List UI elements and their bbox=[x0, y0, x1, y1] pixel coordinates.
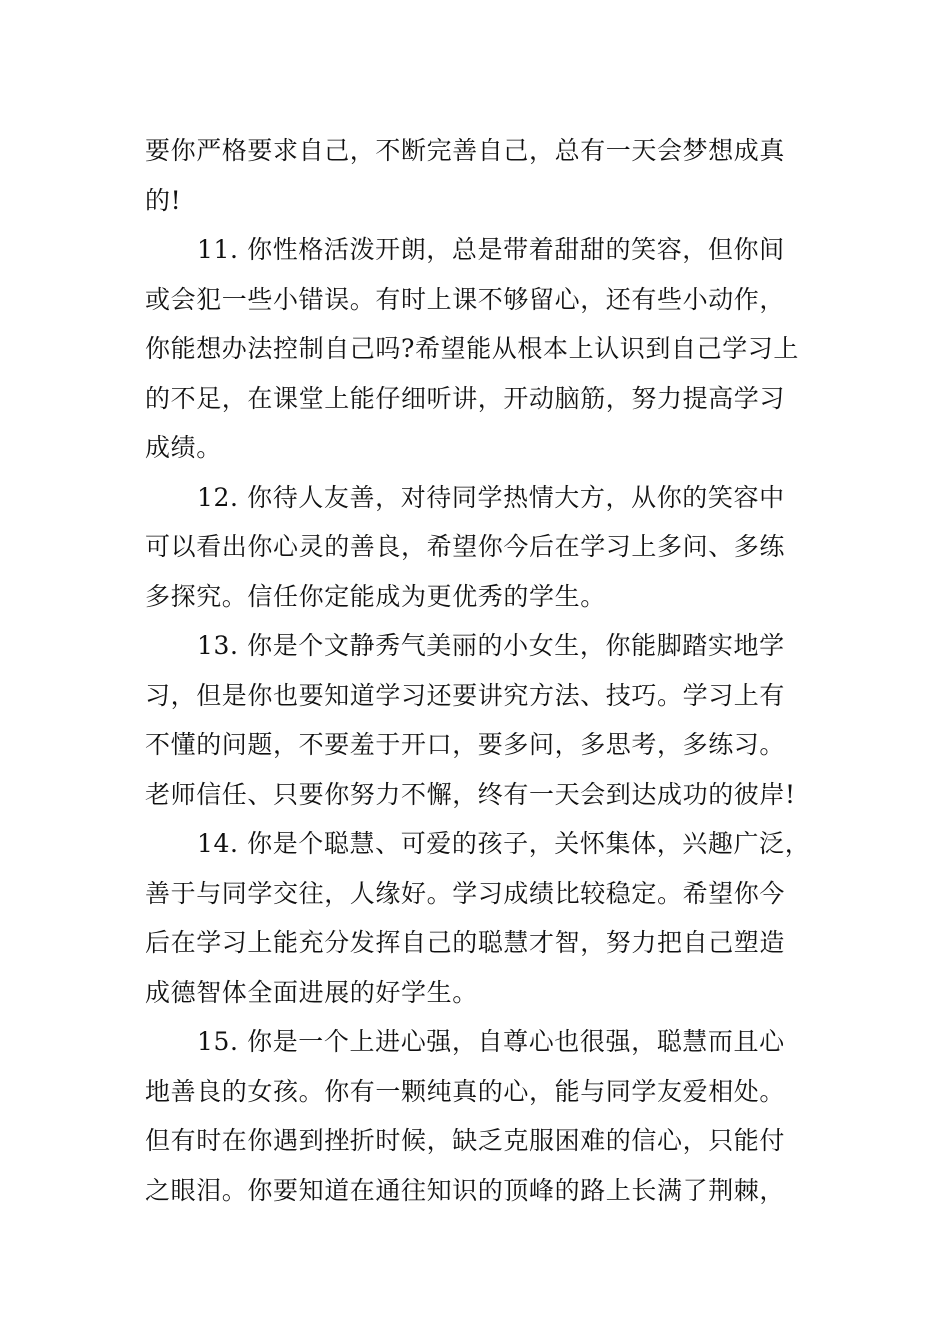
document-body bbox=[145, 126, 810, 1215]
paragraph-13-start: 13. 你是个文静秀气美丽的小女生，你能脚踏实地学 bbox=[197, 631, 785, 660]
paragraph-15-start: 15. 你是一个上进心强，自尊心也很强，聪慧而且心 bbox=[197, 1027, 785, 1056]
text-line: 老师信任、只要你努力不懈，终有一天会到达成功的彼岸! bbox=[145, 779, 796, 809]
paragraph-11-start: 11. 你性格活泼开朗，总是带着甜甜的笑容，但你间 bbox=[197, 235, 785, 264]
text-line: 成绩。 bbox=[145, 433, 222, 462]
text-line: 你能想办法控制自己吗?希望能从根本上认识到自己学习上 bbox=[145, 334, 800, 363]
text-line: 不懂的问题，不要羞于开口，要多问，多思考，多练习。 bbox=[145, 730, 786, 759]
text-line: 的! bbox=[145, 185, 182, 215]
text-line: 多探究。信任你定能成为更优秀的学生。 bbox=[145, 581, 606, 611]
text-line: 之眼泪。你要知道在通往知识的顶峰的路上长满了荆棘， bbox=[145, 1175, 786, 1205]
text-line: 可以看出你心灵的善良，希望你今后在学习上多问、多练 bbox=[145, 532, 786, 561]
text-line: 善于与同学交往，人缘好。学习成绩比较稳定。希望你今 bbox=[145, 878, 786, 908]
text-line: 地善良的女孩。你有一颗纯真的心，能与同学友爱相处。 bbox=[145, 1076, 786, 1106]
text-line: 的不足，在课堂上能仔细听讲，开动脑筋，努力提高学习 bbox=[145, 383, 786, 413]
paragraph-14-start: 14. 你是个聪慧、可爱的孩子，关怀集体，兴趣广泛， bbox=[197, 829, 811, 858]
paragraph-12-start: 12. 你待人友善，对待同学热情大方，从你的笑容中 bbox=[197, 482, 785, 512]
text-line: 或会犯一些小错误。有时上课不够留心，还有些小动作， bbox=[145, 284, 786, 314]
text-line: 成德智体全面进展的好学生。 bbox=[145, 977, 478, 1007]
text-line: 后在学习上能充分发挥自己的聪慧才智，努力把自己塑造 bbox=[145, 928, 786, 957]
text-line: 要你严格要求自己，不断完善自己，总有一天会梦想成真 bbox=[145, 136, 786, 165]
text-line: 习，但是你也要知道学习还要讲究方法、技巧。学习上有 bbox=[145, 680, 786, 710]
text-line: 但有时在你遇到挫折时候，缺乏克服困难的信心，只能付 bbox=[145, 1126, 786, 1155]
